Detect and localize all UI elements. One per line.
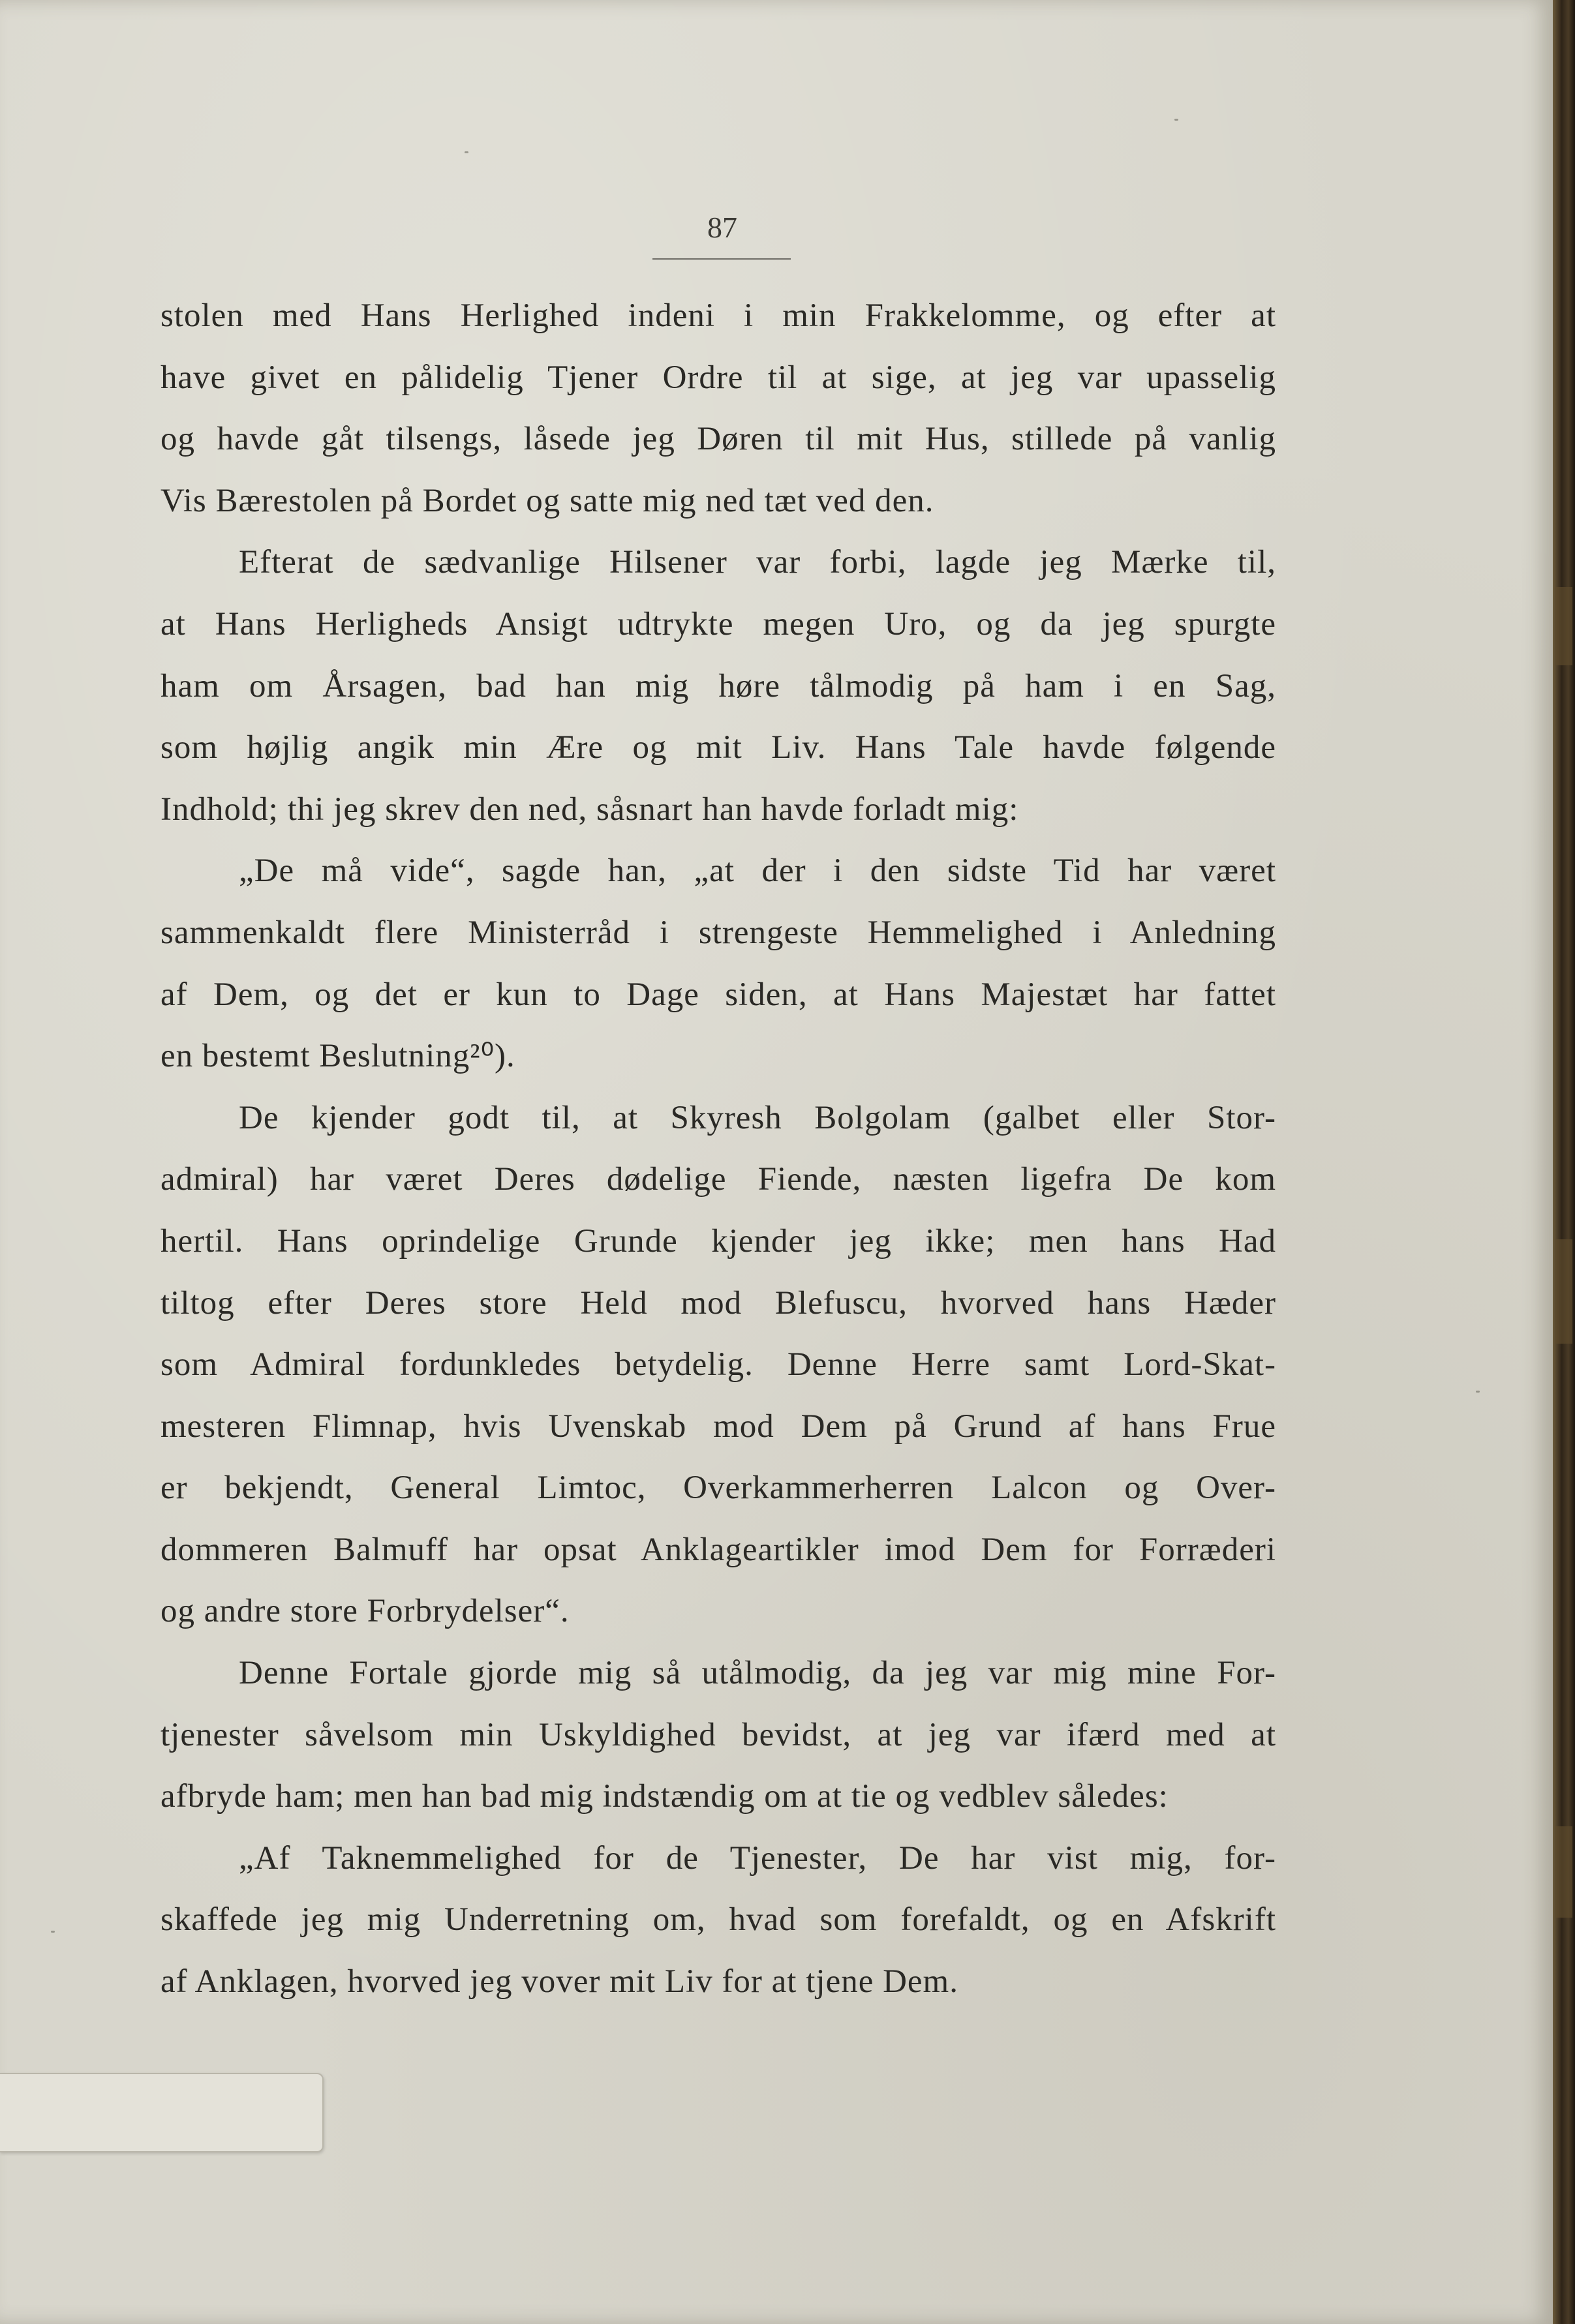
text-line: tiltog efter Deres store Held mod Blefuscu, hvorved hans Hæder <box>161 1284 1276 1321</box>
text-line: afbryde ham; men han bad mig indstændig om at tie og vedblev således: <box>161 1778 1169 1815</box>
text-line: stolen med Hans Herlighed indeni i min Frakkelomme, og efter at <box>161 297 1276 334</box>
spine-band <box>1555 587 1572 665</box>
paper-speck <box>465 151 468 153</box>
text-line: at Hans Herligheds Ansigt udtrykte megen Uro, og da jeg spurgte <box>161 605 1276 642</box>
text-line: have givet en pålidelig Tjener Ordre til at sige, at jeg var upasselig <box>161 359 1276 396</box>
paper-speck <box>1476 1391 1480 1393</box>
spine-band <box>1555 1239 1572 1344</box>
text-line: ham om Årsagen, bad han mig høre tålmodig på ham i en Sag, <box>161 667 1276 704</box>
text-line: sammenkaldt flere Ministerråd i strengeste Hemmelighed i Anledning <box>161 914 1276 951</box>
text-line: Indhold; thi jeg skrev den ned, såsnart han havde forladt mig: <box>161 791 1019 828</box>
text-line: er bekjendt, General Limtoc, Overkammerherren Lalcon og Over- <box>161 1470 1276 1507</box>
paper-slip <box>0 2073 324 2152</box>
paper-speck <box>51 1931 55 1933</box>
text-line: en bestemt Beslutning²⁰). <box>161 1038 515 1075</box>
text-line: admiral) har været Deres dødelige Fiende, næsten ligefra De kom <box>161 1161 1276 1198</box>
text-line: mesteren Flimnap, hvis Uvenskab mod Dem på Grund af hans Frue <box>161 1408 1276 1445</box>
text-line: De kjender godt til, at Skyresh Bolgolam (galbet eller Stor- <box>239 1099 1276 1136</box>
text-line: tjenester såvelsom min Uskyldighed bevidst, at jeg var ifærd med at <box>161 1716 1276 1753</box>
text-line: og andre store Forbrydelser“. <box>161 1593 570 1630</box>
page-number: 87 <box>707 211 737 244</box>
text-line: skaffede jeg mig Underretning om, hvad som forefaldt, og en Afskrift <box>161 1901 1276 1939</box>
book-spine <box>1553 0 1575 2324</box>
header-rule <box>652 258 791 260</box>
paper-speck <box>1174 119 1178 121</box>
text-line: Vis Bærestolen på Bordet og satte mig ned tæt ved den. <box>161 482 934 519</box>
text-line: som højlig angik min Ære og mit Liv. Hans Tale havde følgende <box>161 729 1276 766</box>
body-text <box>161 285 1276 2013</box>
text-line: Efterat de sædvanlige Hilsener var forbi, lagde jeg Mærke til, <box>239 544 1276 581</box>
text-line: af Anklagen, hvorved jeg vover mit Liv for at tjene Dem. <box>161 1963 958 2000</box>
text-line: hertil. Hans oprindelige Grunde kjender jeg ikke; men hans Had <box>161 1222 1276 1260</box>
text-line: som Admiral fordunkledes betydelig. Denne Herre samt Lord-Skat- <box>161 1346 1276 1383</box>
text-line: „Af Taknemmelighed for de Tjenester, De har vist mig, for- <box>239 1839 1276 1877</box>
text-line: dommeren Balmuff har opsat Anklageartikler imod Dem for Forræderi <box>161 1531 1276 1568</box>
spine-band <box>1555 1826 1572 1918</box>
text-line: Denne Fortale gjorde mig så utålmodig, da jeg var mig mine For- <box>239 1655 1276 1692</box>
text-line: af Dem, og det er kun to Dage siden, at Hans Majestæt har fattet <box>161 976 1276 1013</box>
text-line: „De må vide“, sagde han, „at der i den sidste Tid har været <box>239 853 1276 890</box>
text-line: og havde gåt tilsengs, låsede jeg Døren til mit Hus, stillede på vanlig <box>161 421 1276 458</box>
